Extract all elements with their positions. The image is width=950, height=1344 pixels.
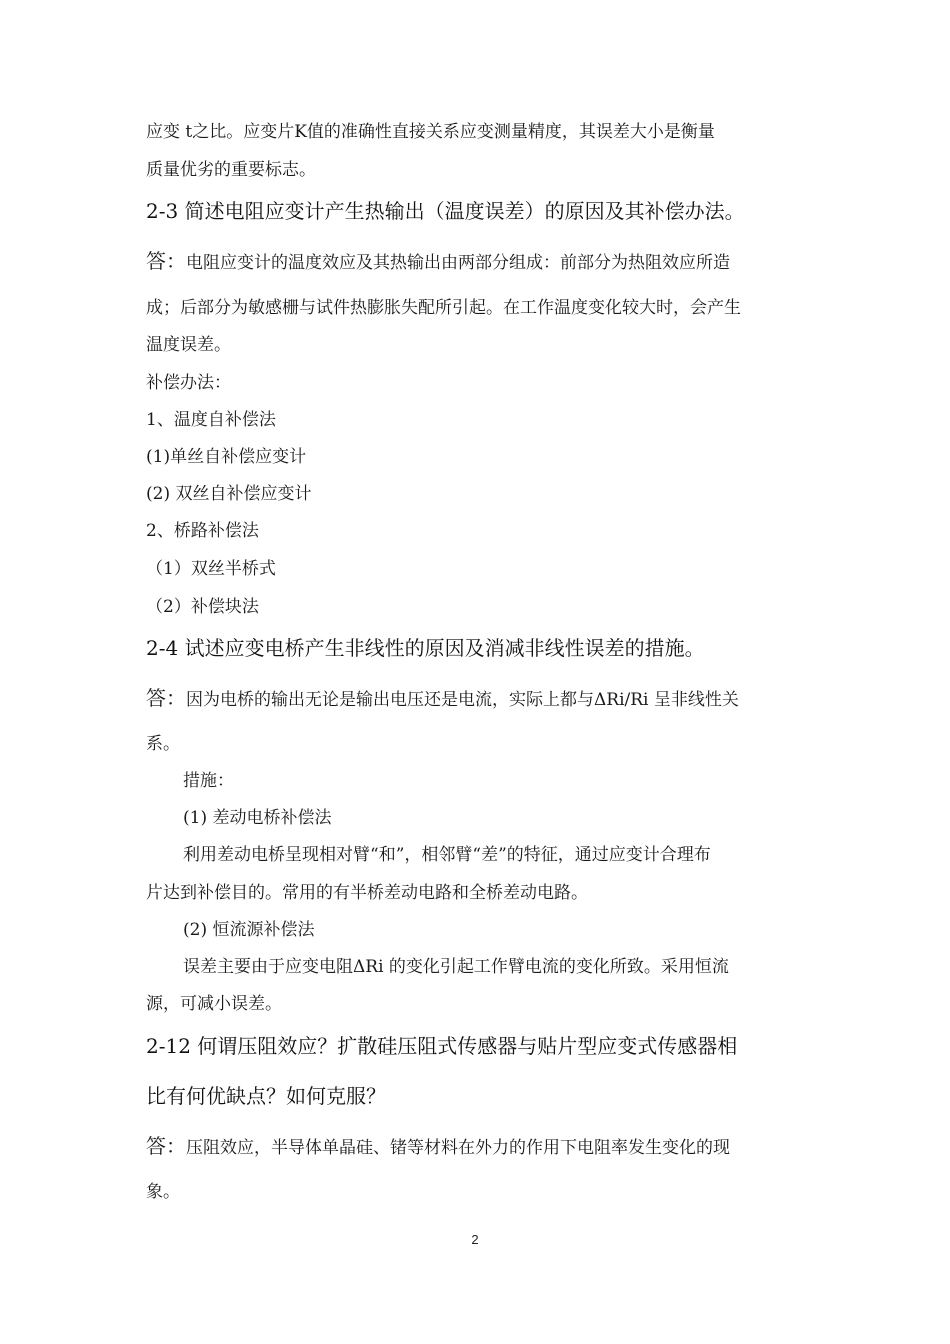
answer-2-12-line — [146, 1135, 730, 1159]
text-line: 质量优劣的重要标志。 — [146, 160, 316, 180]
list-item: （2）补偿块法 — [146, 597, 259, 617]
text-line: 成；后部分为敏感栅与试件热膨胀失配所引起。在工作温度变化较大时，会产生 — [146, 298, 741, 318]
list-item: （1）双丝半桥式 — [146, 559, 276, 579]
list-item: (1) 差动电桥补偿法 — [183, 808, 332, 828]
answer-text: 电阻应变计的温度效应及其热输出由两部分组成：前部分为热阻效应所造 — [186, 253, 730, 273]
question-2-3: 2-3 简述电阻应变计产生热输出（温度误差）的原因及其补偿办法。 — [146, 199, 745, 223]
text-line: 补偿办法： — [146, 373, 231, 393]
text-line: 片达到补偿目的。常用的有半桥差动电路和全桥差动电路。 — [146, 883, 588, 903]
list-item: (2) 双丝自补偿应变计 — [146, 484, 312, 504]
text-line: 象。 — [146, 1182, 180, 1202]
answer-2-4-line — [146, 687, 739, 711]
answer-text: 压阻效应，半导体单晶硅、锗等材料在外力的作用下电阻率发生变化的现 — [186, 1138, 730, 1158]
question-2-12-line-2: 比有何优缺点？如何克服？ — [146, 1084, 386, 1108]
text-line: 系。 — [146, 734, 180, 754]
text-line: 应变 t之比。应变片K值的准确性直接关系应变测量精度，其误差大小是衡量 — [146, 122, 715, 142]
list-item: (1)单丝自补偿应变计 — [146, 447, 307, 467]
text-line: 利用差动电桥呈现相对臂“和”，相邻臂“差”的特征，通过应变计合理布 — [183, 845, 711, 865]
list-item: (2) 恒流源补偿法 — [183, 920, 315, 940]
list-item: 2、桥路补偿法 — [146, 521, 259, 541]
question-2-4: 2-4 试述应变电桥产生非线性的原因及消减非线性误差的措施。 — [146, 636, 705, 660]
text-line: 措施： — [183, 771, 234, 791]
answer-text: 因为电桥的输出无论是输出电压还是电流，实际上都与ΔRi/Ri 呈非线性关 — [186, 690, 739, 710]
text-line: 误差主要由于应变电阻ΔRi 的变化引起工作臂电流的变化所致。采用恒流 — [183, 957, 729, 977]
list-item: 1、温度自补偿法 — [146, 410, 276, 430]
answer-label: 答： — [146, 1134, 186, 1158]
text-line: 源，可减小误差。 — [146, 994, 282, 1014]
answer-label: 答： — [146, 686, 186, 710]
question-2-12-line-1: 2-12 何谓压阻效应？扩散硅压阻式传感器与贴片型应变式传感器相 — [146, 1034, 738, 1058]
answer-2-3-line — [146, 250, 730, 274]
answer-label: 答： — [146, 249, 186, 273]
page-number: 2 — [471, 1232, 479, 1247]
text-line: 温度误差。 — [146, 335, 231, 355]
